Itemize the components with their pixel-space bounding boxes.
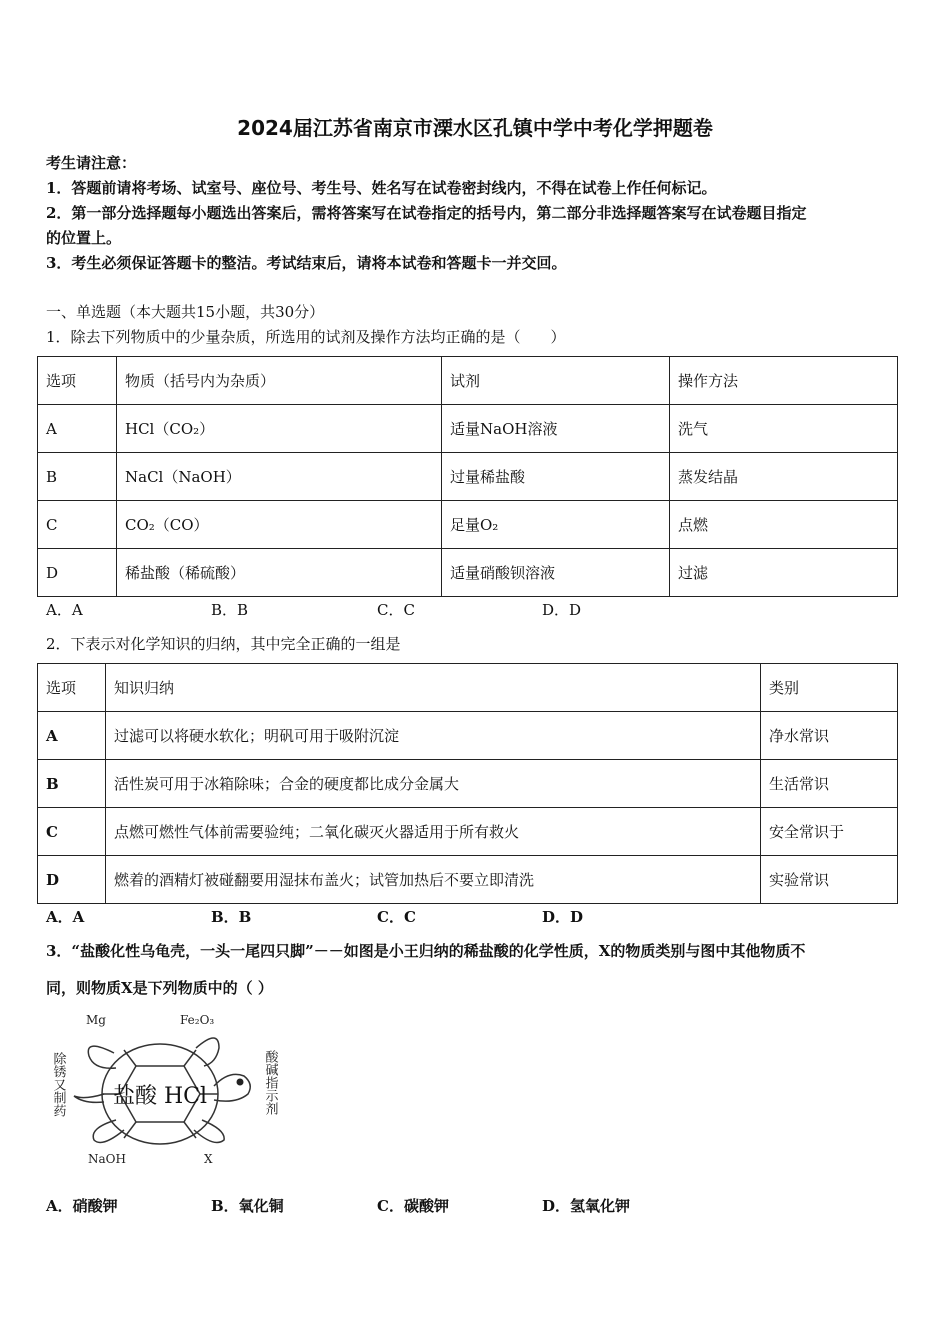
question-3-stem: 3．“盐酸化性乌龟壳，一头一尾四只脚”－－如图是小王归纳的稀盐酸的化学性质，X的物质类别与图中其他物质不: [46, 942, 806, 960]
option-b[interactable]: B．B: [211, 601, 249, 619]
section-heading: 一、单选题（本大题共15小题，共30分）: [46, 303, 325, 321]
table-cell: 点燃: [670, 501, 898, 549]
question-1-table: [37, 356, 898, 597]
notice-item-1: 1．答题前请将考场、试室号、座位号、考生号、姓名写在试卷密封线内，不得在试卷上作任何标记。: [46, 179, 717, 197]
label-fe2o3: Fe₂O₃: [180, 1013, 215, 1027]
header-cell: 物质（括号内为杂质）: [117, 357, 442, 405]
table-cell: 过滤: [670, 549, 898, 597]
table-cell: NaCl（NaOH）: [117, 453, 442, 501]
turtle-leg-bottom-left: [93, 1120, 124, 1142]
table-cell: 实验常识: [761, 856, 898, 904]
label-mg: Mg: [86, 1013, 106, 1027]
turtle-tail: [74, 1094, 104, 1102]
header-cell: 试剂: [442, 357, 670, 405]
option-d[interactable]: D．氢氧化钾: [542, 1197, 631, 1215]
table-cell: C: [38, 808, 106, 856]
question-2-stem: 2．下表示对化学知识的归纳，其中完全正确的一组是: [46, 635, 401, 653]
turtle-diagram: [44, 1008, 284, 1178]
table-cell: 净水常识: [761, 712, 898, 760]
question-1-stem: 1．除去下列物质中的少量杂质，所选用的试剂及操作方法均正确的是（ ）: [46, 328, 566, 346]
table-header-row: [38, 357, 898, 405]
header-cell: 类别: [761, 664, 898, 712]
table-cell: 活性炭可用于冰箱除味；合金的硬度都比成分金属大: [106, 760, 761, 808]
option-a[interactable]: A．A: [46, 601, 83, 619]
table-cell: B: [38, 760, 106, 808]
turtle-center-label: 盐酸 HCl: [112, 1084, 208, 1109]
notice-heading: 考生请注意：: [46, 154, 137, 172]
table-cell: B: [38, 453, 117, 501]
table-cell: 过量稀盐酸: [442, 453, 670, 501]
table-cell: CO₂（CO）: [117, 501, 442, 549]
option-c[interactable]: C．C: [377, 908, 416, 926]
question-2-table: [37, 663, 898, 904]
table-cell: A: [38, 405, 117, 453]
table-row: [38, 405, 898, 453]
table-row: [38, 453, 898, 501]
header-cell: 选项: [38, 357, 117, 405]
label-naoh: NaOH: [88, 1152, 126, 1166]
table-row: [38, 760, 898, 808]
table-row: [38, 808, 898, 856]
option-d[interactable]: D．D: [542, 601, 582, 619]
turtle-leg-top-right: [196, 1038, 219, 1066]
page-title: 2024届江苏省南京市溧水区孔镇中学中考化学押题卷: [237, 116, 713, 140]
table-row: [38, 549, 898, 597]
label-indicator: 酸碱指示剂: [262, 1050, 278, 1115]
header-cell: 操作方法: [670, 357, 898, 405]
table-cell: A: [38, 712, 106, 760]
option-a[interactable]: A．A: [46, 908, 85, 926]
header-cell: 选项: [38, 664, 106, 712]
option-c[interactable]: C．C: [377, 601, 415, 619]
turtle-figure: [44, 1008, 284, 1178]
table-cell: 足量O₂: [442, 501, 670, 549]
table-cell: 过滤可以将硬水软化；明矾可用于吸附沉淀: [106, 712, 761, 760]
table-cell: C: [38, 501, 117, 549]
table-cell: 安全常识于: [761, 808, 898, 856]
label-x: X: [204, 1152, 213, 1166]
notice-item-2: 2．第一部分选择题每小题选出答案后，需将答案写在试卷指定的括号内，第二部分非选择题答案写在试卷题目指定: [46, 204, 807, 222]
turtle-eye: [237, 1079, 244, 1086]
table-row: [38, 501, 898, 549]
option-d[interactable]: D．D: [542, 908, 584, 926]
table-cell: 稀盐酸（稀硫酸）: [117, 549, 442, 597]
table-cell: 生活常识: [761, 760, 898, 808]
header-cell: 知识归纳: [106, 664, 761, 712]
table-cell: HCl（CO₂）: [117, 405, 442, 453]
table-header-row: [38, 664, 898, 712]
notice-item-2-cont: 的位置上。: [46, 229, 122, 247]
table-cell: 点燃可燃性气体前需要验纯；二氧化碳灭火器适用于所有救火: [106, 808, 761, 856]
question-2-options: [46, 906, 906, 926]
table-cell: D: [38, 549, 117, 597]
option-a[interactable]: A．硝酸钾: [46, 1197, 118, 1215]
table-cell: 适量NaOH溶液: [442, 405, 670, 453]
table-row: [38, 712, 898, 760]
question-1-options: [46, 599, 906, 619]
table-cell: 蒸发结晶: [670, 453, 898, 501]
turtle-head: [214, 1074, 250, 1101]
question-3-stem-cont: 同，则物质X是下列物质中的（ ）: [46, 979, 273, 997]
label-rust-removal: 除锈又制药: [50, 1052, 66, 1117]
table-cell: 燃着的酒精灯被碰翻要用湿抹布盖火；试管加热后不要立即清洗: [106, 856, 761, 904]
option-b[interactable]: B．B: [211, 908, 252, 926]
table-row: [38, 856, 898, 904]
table-cell: 适量硝酸钡溶液: [442, 549, 670, 597]
table-cell: D: [38, 856, 106, 904]
table-cell: 洗气: [670, 405, 898, 453]
option-b[interactable]: B．氧化铜: [211, 1197, 284, 1215]
question-3-options: [46, 1195, 906, 1215]
notice-item-3: 3．考生必须保证答题卡的整洁。考试结束后，请将本试卷和答题卡一并交回。: [46, 254, 567, 272]
option-c[interactable]: C．碳酸钾: [377, 1197, 449, 1215]
